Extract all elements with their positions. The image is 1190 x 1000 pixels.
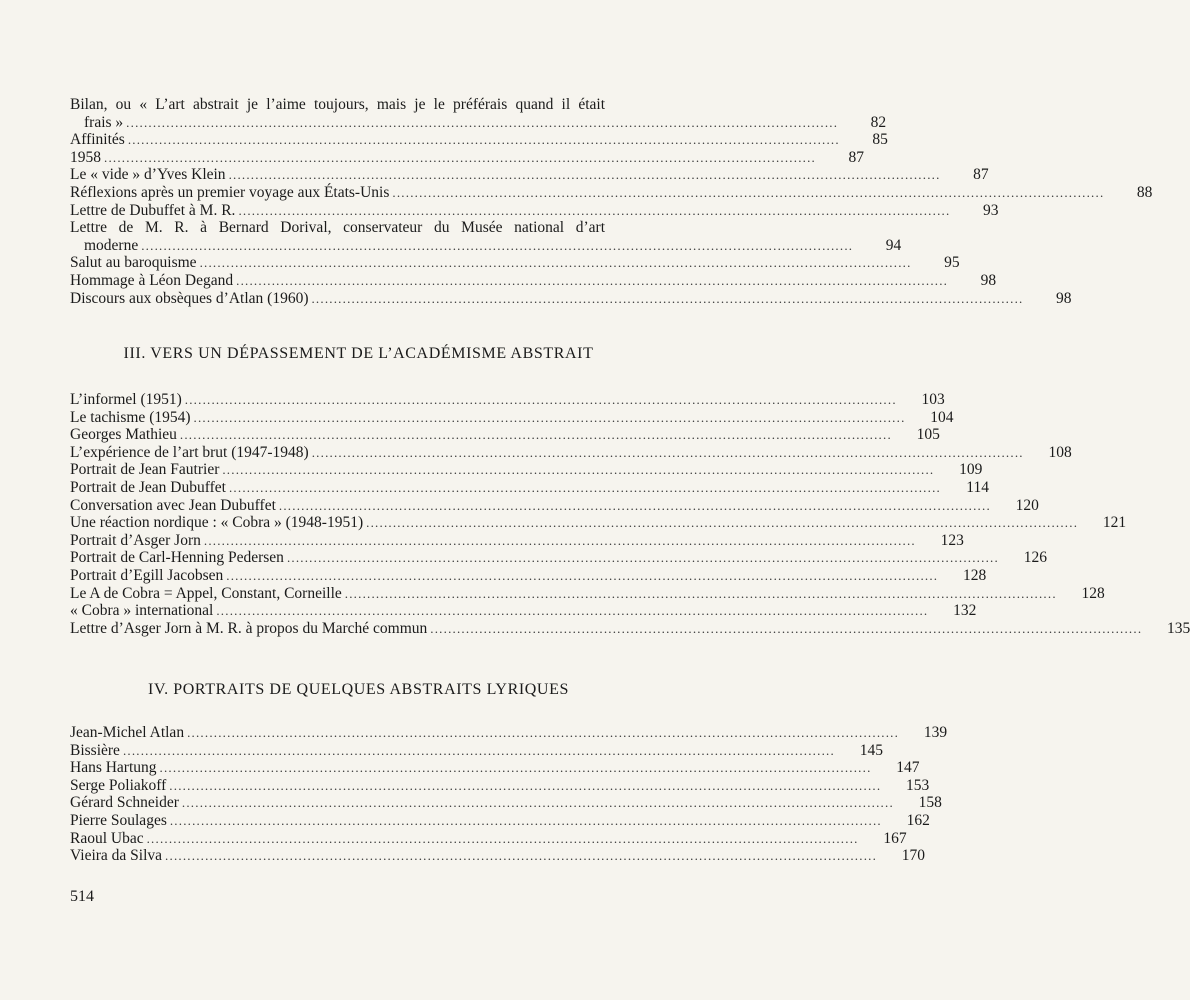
toc-entry xyxy=(70,271,997,290)
toc-entry-title: 1958 xyxy=(70,148,101,166)
toc-entry-title: Portrait de Jean Fautrier xyxy=(70,461,220,479)
leader-dots: ................................................................................................................................................................ xyxy=(127,132,840,148)
toc-entry xyxy=(70,254,960,272)
toc-entry xyxy=(70,759,920,777)
toc-entry-title: Lettre de Dubuffet à M. R. xyxy=(70,201,236,219)
leader-dots: ................................................................................................................................................................ xyxy=(203,532,916,548)
toc-entry-title: Bissière xyxy=(70,741,120,759)
toc-section-2 xyxy=(70,724,948,865)
toc-entry-page: 147 xyxy=(896,759,920,777)
toc-entry-page: 109 xyxy=(959,461,983,479)
section-heading: IV. PORTRAITS DE QUELQUES ABSTRAITS LYRIQUES xyxy=(148,681,569,698)
toc-entry-page: 139 xyxy=(923,724,948,741)
toc-entry-title: Une réaction nordique : « Cobra » (1948-1951) xyxy=(70,514,364,532)
toc-entry-title: Raoul Ubac xyxy=(70,829,144,847)
toc-entry-title: Pierre Soulages xyxy=(70,811,167,829)
toc-entry xyxy=(70,461,983,479)
toc-entry xyxy=(70,443,1072,462)
toc-entry-title: L’expérience de l’art brut (1947-1948) xyxy=(70,443,309,461)
toc-entry xyxy=(70,496,1039,515)
toc-entry-title: Affinités xyxy=(70,131,125,149)
leader-dots: ................................................................................................................................................................ xyxy=(181,795,894,811)
toc-entry-page: 135 xyxy=(1167,619,1190,637)
leader-dots: ................................................................................................................................................................ xyxy=(165,848,878,864)
toc-entry-title: Lettre d’Asger Jorn à M. R. à propos du Marché commun xyxy=(70,619,428,637)
leader-dots: ................................................................................................................................................................ xyxy=(311,444,1024,460)
toc-entry-page: 121 xyxy=(1102,514,1127,532)
toc-entry-title: Portrait de Jean Dubuffet xyxy=(70,478,226,496)
toc-entry-page: 170 xyxy=(901,847,926,865)
leader-dots: ................................................................................................................................................................ xyxy=(179,427,892,443)
leader-dots: ................................................................................................................................................................ xyxy=(193,409,906,425)
leader-dots: ................................................................................................................................................................ xyxy=(184,392,897,407)
toc-entry-page: 94 xyxy=(885,236,902,254)
toc-entry-page: 105 xyxy=(916,426,940,444)
toc-entry-page: 93 xyxy=(982,201,999,219)
toc-entry xyxy=(70,514,1127,532)
toc-entry xyxy=(70,148,864,167)
toc-entry-page: 98 xyxy=(1055,289,1072,307)
toc-entry-title: L’informel (1951) xyxy=(70,391,182,408)
leader-dots: ................................................................................................................................................................ xyxy=(228,167,941,183)
toc-entry xyxy=(70,584,1105,603)
leader-dots: ................................................................................................................................................................ xyxy=(226,567,939,583)
toc-entry-title: Lettre de M. R. à Bernard Dorival, conservateur du Musée national d’art xyxy=(70,219,605,237)
leader-dots: ................................................................................................................................................................ xyxy=(169,777,882,793)
toc-entry xyxy=(70,811,930,830)
toc-entry-page: 167 xyxy=(883,829,907,847)
leader-dots: ................................................................................................................................................................ xyxy=(430,620,1143,636)
toc-entry-page: 88 xyxy=(1136,183,1153,201)
toc-entry-title: Portrait d’Egill Jacobsen xyxy=(70,566,224,584)
toc-entry-title: Portrait d’Asger Jorn xyxy=(70,531,201,549)
toc-entry-title: Georges Mathieu xyxy=(70,426,177,444)
toc-entry-title: Jean-Michel Atlan xyxy=(70,724,185,741)
toc-entry xyxy=(70,602,977,620)
toc-section-0 xyxy=(70,96,1153,307)
toc-entry xyxy=(70,531,964,550)
toc-entry xyxy=(70,166,989,184)
toc-entry-page: 120 xyxy=(1015,496,1039,514)
toc-entry-page: 128 xyxy=(963,566,987,584)
toc-entry-page: 82 xyxy=(870,113,887,131)
toc-entry xyxy=(70,741,883,760)
leader-dots: ................................................................................................................................................................ xyxy=(366,515,1079,531)
toc-entry-page: 126 xyxy=(1023,549,1047,567)
leader-dots: ................................................................................................................................................................ xyxy=(222,462,935,478)
toc-entry xyxy=(70,566,987,585)
toc-entry-page: 153 xyxy=(906,776,930,794)
toc-entry-title: Hans Hartung xyxy=(70,759,157,777)
toc-entry-title: Salut au baroquisme xyxy=(70,254,197,272)
toc-entry-page: 114 xyxy=(966,478,989,496)
toc-entry-title-cont: moderne xyxy=(84,236,139,254)
toc-entry-title: Bilan, ou « L’art abstrait je l’aime toujours, mais je le préférais quand il était xyxy=(70,96,605,113)
toc-entry-page: 103 xyxy=(921,391,945,408)
leader-dots: ................................................................................................................................................................ xyxy=(228,479,941,495)
toc-entry xyxy=(70,724,948,742)
leader-dots: ................................................................................................................................................................ xyxy=(141,237,854,253)
leader-dots: ................................................................................................................................................................ xyxy=(146,830,859,846)
toc-entry-title: Gérard Schneider xyxy=(70,794,179,812)
toc-entry-title: « Cobra » international xyxy=(70,602,214,620)
leader-dots: ................................................................................................................................................................ xyxy=(238,202,951,218)
leader-dots: ................................................................................................................................................................ xyxy=(122,742,835,758)
toc-entry-page: 123 xyxy=(940,531,964,549)
toc-entry xyxy=(70,847,926,865)
toc-entry-page: 158 xyxy=(918,794,942,812)
toc-entry xyxy=(70,426,940,444)
section-heading: III. VERS UN DÉPASSEMENT DE L’ACADÉMISME ABSTRAIT xyxy=(123,345,594,362)
toc-entry xyxy=(70,201,999,220)
toc-entry-title: Vieira da Silva xyxy=(70,847,163,865)
leader-dots: ................................................................................................................................................................ xyxy=(169,812,882,828)
toc-entry xyxy=(70,219,902,254)
toc-entry xyxy=(70,96,887,131)
toc-entry-page: 85 xyxy=(872,131,888,149)
toc-entry-title: Discours aux obsèques d’Atlan (1960) xyxy=(70,289,309,307)
leader-dots: ................................................................................................................................................................ xyxy=(187,725,900,740)
page-number: 514 xyxy=(70,888,94,905)
toc-entry-page: 162 xyxy=(906,811,930,829)
toc-entry xyxy=(70,776,930,795)
toc-entry xyxy=(70,478,989,497)
leader-dots: ................................................................................................................................................................ xyxy=(236,272,949,288)
toc-section-1 xyxy=(70,391,1190,637)
toc-entry-page: 95 xyxy=(944,254,960,272)
toc-entry-page: 87 xyxy=(848,148,864,166)
toc-entry xyxy=(70,829,907,848)
toc-entry xyxy=(70,289,1072,308)
toc-entry xyxy=(70,549,1047,567)
toc-entry-title: Portrait de Carl-Henning Pedersen xyxy=(70,549,284,567)
toc-entry-page: 132 xyxy=(953,602,977,620)
leader-dots: ................................................................................................................................................................ xyxy=(286,550,999,566)
toc-entry-page: 87 xyxy=(973,166,989,184)
leader-dots: ................................................................................................................................................................ xyxy=(216,603,929,619)
leader-dots: ................................................................................................................................................................ xyxy=(278,497,991,513)
toc-entry-title: Hommage à Léon Degand xyxy=(70,271,234,289)
toc-entry-page: 128 xyxy=(1081,584,1105,602)
toc-entry xyxy=(70,408,954,427)
toc-entry xyxy=(70,131,888,149)
toc-entry-page: 145 xyxy=(859,741,883,759)
leader-dots: ................................................................................................................................................................ xyxy=(159,760,872,776)
toc-entry xyxy=(70,619,1190,638)
toc-entry-title: Serge Poliakoff xyxy=(70,776,167,794)
toc-entry xyxy=(70,391,945,409)
leader-dots: ................................................................................................................................................................ xyxy=(344,585,1057,601)
leader-dots: ................................................................................................................................................................ xyxy=(199,255,912,271)
toc-entry-title: Le tachisme (1954) xyxy=(70,408,191,426)
toc-entry-title: Réflexions après un premier voyage aux États-Unis xyxy=(70,183,390,201)
toc-entry-page: 104 xyxy=(930,408,954,426)
toc-entry-title-cont: frais » xyxy=(84,113,124,131)
leader-dots: ................................................................................................................................................................ xyxy=(126,114,839,130)
toc-entry xyxy=(70,794,942,812)
toc-entry-title: Le « vide » d’Yves Klein xyxy=(70,166,226,184)
toc-entry-title: Conversation avec Jean Dubuffet xyxy=(70,496,276,514)
toc-entry xyxy=(70,183,1153,202)
toc-entry-title: Le A de Cobra = Appel, Constant, Corneille xyxy=(70,584,342,602)
toc-entry-page: 98 xyxy=(980,271,997,289)
toc-entry-page: 108 xyxy=(1048,443,1072,461)
leader-dots: ................................................................................................................................................................ xyxy=(104,149,816,165)
leader-dots: ................................................................................................................................................................ xyxy=(392,184,1105,200)
leader-dots: ................................................................................................................................................................ xyxy=(311,290,1024,306)
